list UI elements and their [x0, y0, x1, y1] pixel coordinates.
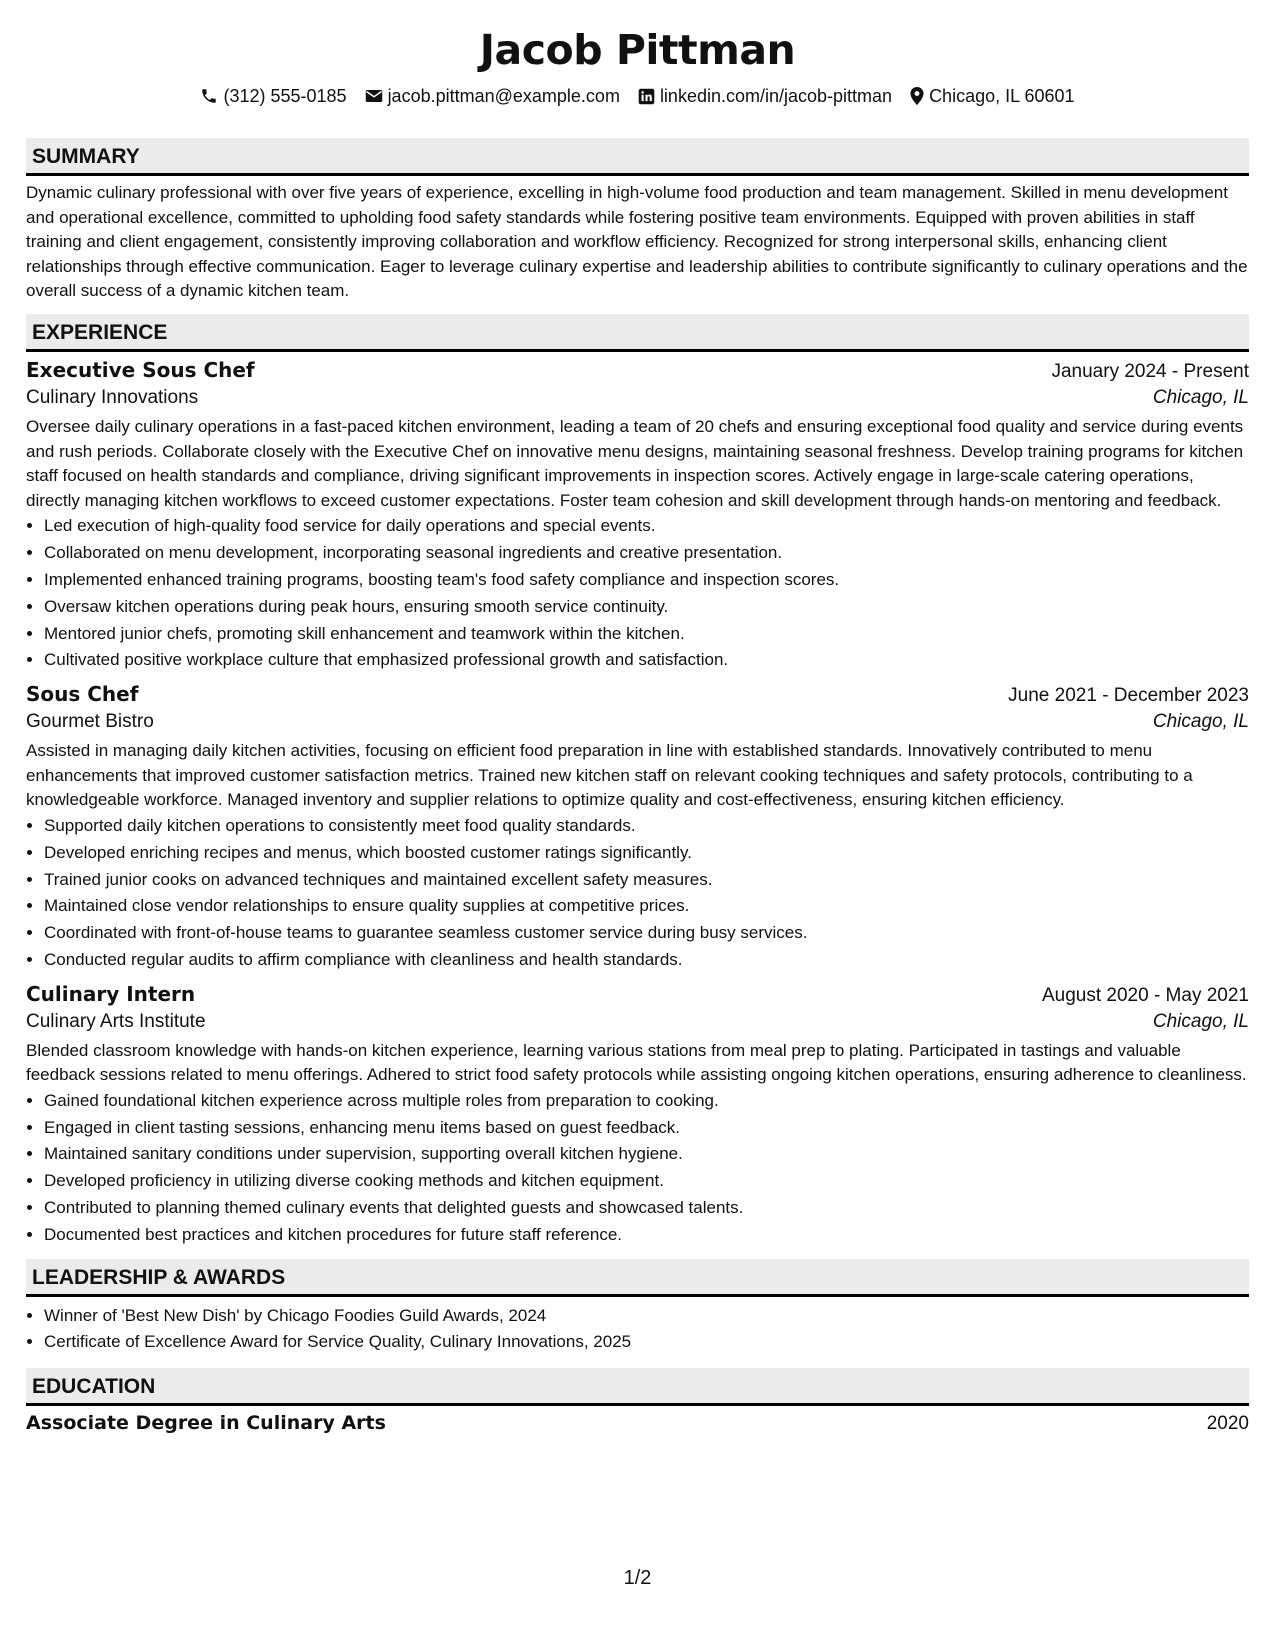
map-pin-icon — [910, 87, 924, 105]
list-item: • Mentored junior chefs, promoting skill enhancement and teamwork within the kitchen. — [44, 621, 1249, 648]
list-item: • Coordinated with front-of-house teams to guarantee seamless customer service during busy services. — [44, 920, 1249, 947]
contact-location — [910, 86, 1074, 107]
list-item: • Led execution of high-quality food service for daily operations and special events. — [44, 513, 1249, 540]
experience-heading: EXPERIENCE — [26, 314, 1249, 352]
job-dates: August 2020 - May 2021 — [1041, 984, 1249, 1006]
job-entry — [26, 982, 1249, 1249]
list-item: • Supported daily kitchen operations to consistently meet food quality standards. — [44, 813, 1249, 840]
list-item: • Oversaw kitchen operations during peak hours, ensuring smooth service continuity. — [44, 594, 1249, 621]
linkedin-icon — [638, 88, 655, 105]
education-year: 2020 — [1206, 1413, 1249, 1435]
contact-linkedin[interactable] — [638, 86, 892, 107]
contact-email[interactable] — [365, 86, 620, 107]
list-item: • Cultivated positive workplace culture that emphasized professional growth and satisfaction. — [44, 647, 1249, 674]
envelope-icon — [365, 88, 383, 104]
list-item: • Documented best practices and kitchen procedures for future staff reference. — [44, 1222, 1249, 1249]
job-location: Chicago, IL — [1152, 1010, 1249, 1032]
job-bullets — [26, 513, 1249, 674]
job-company: Culinary Innovations — [26, 386, 199, 408]
job-header — [26, 982, 1249, 1007]
summary-heading: SUMMARY — [26, 138, 1249, 176]
awards-heading: LEADERSHIP & AWARDS — [26, 1259, 1249, 1297]
job-subheader — [26, 711, 1249, 733]
job-title: Executive Sous Chef — [26, 357, 255, 382]
resume-page — [26, 0, 1249, 1435]
list-item: • Collaborated on menu development, incorporating seasonal ingredients and creative presentation. — [44, 540, 1249, 567]
phone-text: (312) 555-0185 — [223, 85, 347, 106]
job-title: Sous Chef — [26, 682, 139, 707]
job-location: Chicago, IL — [1152, 711, 1249, 733]
job-entry — [26, 682, 1249, 974]
contact-phone — [200, 86, 346, 107]
list-item: • Developed proficiency in utilizing diverse cooking methods and kitchen equipment. — [44, 1168, 1249, 1195]
job-title: Culinary Intern — [26, 981, 196, 1006]
page-number: 1/2 — [623, 1567, 652, 1589]
list-item: • Implemented enhanced training programs, boosting team's food safety compliance and inspection scores. — [44, 567, 1249, 594]
phone-icon — [200, 87, 218, 105]
job-description: Oversee daily culinary operations in a fast-paced kitchen environment, leading a team of 20 chefs and ensuring exceptional food quality and service during events and rush periods. Collaborate closely with the Executive Chef on innovative menu designs, maintaining seasonal freshness. Develop training programs for kitchen staff focused on health standards and compliance, driving significant improvements in inspection scores. Actively engage in large-scale catering operations, directly managing kitchen workflows to exceed customer expectations. Foster team cohesion and skill development through hands-on mentoring and feedback. — [26, 416, 1244, 510]
list-item: • Developed enriching recipes and menus, which boosted customer ratings significantly. — [44, 840, 1249, 867]
list-item: • Winner of 'Best New Dish' by Chicago Foodies Guild Awards, 2024 — [44, 1303, 1249, 1330]
email-text[interactable]: jacob.pittman@example.com — [387, 85, 620, 106]
job-bullets — [26, 1088, 1249, 1249]
job-company: Gourmet Bistro — [26, 711, 154, 733]
job-entry — [26, 358, 1249, 674]
list-item: • Contributed to planning themed culinary events that delighted guests and showcased talents. — [44, 1195, 1249, 1222]
job-description: Assisted in managing daily kitchen activities, focusing on efficient food preparation in line with established standards. Innovatively contributed to menu enhancements that improved customer satisfaction metrics. Trained new kitchen staff on relevant cooking techniques and safety protocols, contributing to a knowledgeable workforce. Managed inventory and supplier relations to optimize quality and cost-effectiveness, ensuring kitchen efficiency. — [26, 741, 1193, 810]
education-heading: EDUCATION — [26, 1368, 1249, 1406]
job-company: Culinary Arts Institute — [26, 1010, 206, 1032]
job-subheader — [26, 387, 1249, 409]
list-item: • Maintained close vendor relationships to ensure quality supplies at competitive prices. — [44, 893, 1249, 920]
list-item: • Maintained sanitary conditions under supervision, supporting overall kitchen hygiene. — [44, 1141, 1249, 1168]
job-dates: January 2024 - Present — [1051, 360, 1249, 382]
list-item: • Gained foundational kitchen experience across multiple roles from preparation to cooking. — [44, 1088, 1249, 1115]
list-item: • Conducted regular audits to affirm compliance with cleanliness and health standards. — [44, 947, 1249, 974]
job-dates: June 2021 - December 2023 — [1008, 685, 1249, 707]
linkedin-text[interactable]: linkedin.com/in/jacob-pittman — [659, 85, 893, 106]
education-entry — [26, 1412, 1249, 1435]
location-text: Chicago, IL 60601 — [929, 85, 1075, 106]
job-location: Chicago, IL — [1152, 386, 1249, 408]
list-item: • Trained junior cooks on advanced techniques and maintained excellent safety measures. — [44, 867, 1249, 894]
job-header — [26, 682, 1249, 707]
list-item: • Engaged in client tasting sessions, enhancing menu items based on guest feedback. — [44, 1115, 1249, 1142]
job-bullets — [26, 813, 1249, 974]
education-degree: Associate Degree in Culinary Arts — [26, 1412, 386, 1435]
job-description: Blended classroom knowledge with hands-on kitchen experience, learning various stations from meal prep to plating. Participated in tastings and valuable feedback sessions related to menu offerings. Adhered to strict food safety protocols while assisting ongoing kitchen operations, ensuring adherence to cleanliness. — [26, 1040, 1247, 1085]
list-item: • Certificate of Excellence Award for Service Quality, Culinary Innovations, 2025 — [44, 1329, 1249, 1356]
job-header — [26, 358, 1249, 383]
contact-bar — [26, 84, 1249, 108]
candidate-name: Jacob Pittman — [479, 26, 796, 74]
job-subheader — [26, 1011, 1249, 1033]
awards-list — [26, 1303, 1249, 1357]
summary-text: Dynamic culinary professional with over five years of experience, excelling in high-volume food production and team management. Skilled in menu development and operational excellence, committed to upholding food safety standards while fostering positive team environments. Equipped with proven abilities in staff training and client engagement, consistently improving collaboration and workflow efficiency. Recognized for strong interpersonal skills, enhancing client relationships through effective communication. Eager to leverage culinary expertise and leadership abilities to contribute significantly to culinary operations and the overall success of a dynamic kitchen team. — [26, 183, 1248, 301]
